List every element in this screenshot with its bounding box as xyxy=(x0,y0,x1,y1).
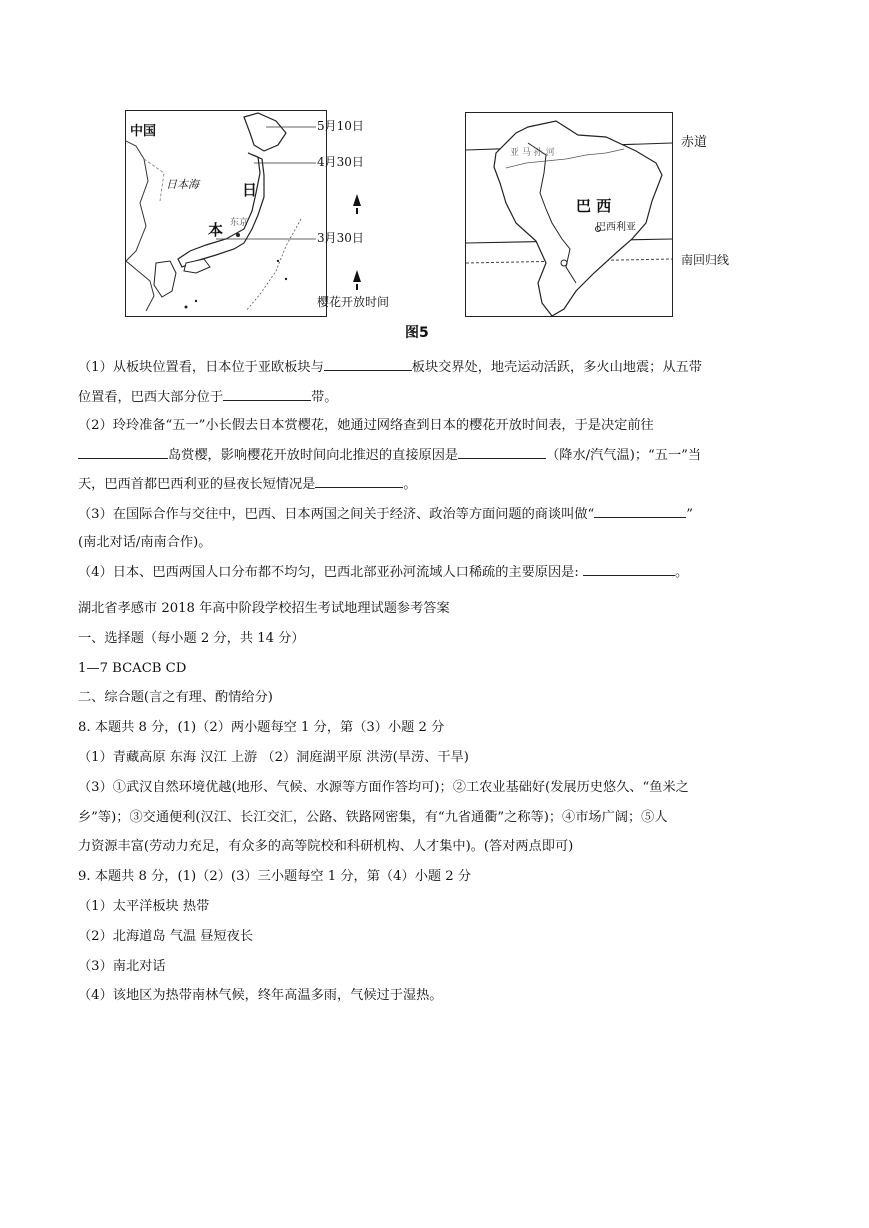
island-dot xyxy=(285,278,287,280)
legend-label: 樱花开放时间 xyxy=(317,295,390,309)
q9-line-6 xyxy=(78,503,793,527)
answers-title: 湖北省孝感市 2018 年高中阶段学校招生考试地理试题参考答案 xyxy=(78,601,450,616)
japan-map xyxy=(125,110,327,317)
amazon-label: 亚 马 孙 河 xyxy=(510,148,555,158)
border-line xyxy=(144,159,164,201)
answer-blank[interactable] xyxy=(458,444,546,459)
q9-line-1 xyxy=(78,356,793,380)
q9-line-2 xyxy=(78,386,793,410)
island-dot xyxy=(277,260,279,262)
island-dot xyxy=(185,306,188,309)
brazil-label: 巴 西 xyxy=(576,197,612,215)
dashed-boundary xyxy=(246,219,301,311)
date-label-mar30: 3月30日 xyxy=(317,231,364,245)
q9-p2-text-b: 岛赏樱，影响樱花开放时间向北推迟的直接原因是 xyxy=(168,447,459,463)
date-label-apr30: 4月30日 xyxy=(317,155,364,169)
q9-p1-text-a: （1）从板块位置看，日本位于亚欧板块与 xyxy=(78,360,324,375)
q9-p2-text-e: 。 xyxy=(403,477,417,492)
china-label: 中国 xyxy=(130,124,157,139)
hokkaido-island xyxy=(244,113,286,151)
tokyo-dot xyxy=(236,233,240,237)
q9-p2-text-c: （降水/汽气温)；“五一”当 xyxy=(546,447,702,463)
q9-p1-text-d: 带。 xyxy=(311,389,338,405)
answers-q9-3: （3）南北对话 xyxy=(78,958,166,974)
q9-line-4 xyxy=(78,444,793,468)
answers-q9-4: （4）该地区为热带南林气候，终年高温多雨，气候过于湿热。 xyxy=(78,988,443,1004)
japan-label-1: 日 xyxy=(242,181,258,199)
island-dot xyxy=(195,300,197,302)
answers-q8-3c: 力资源丰富(劳动力充足，有众多的高等院校和科研机构、人才集中)。(答对两点即可) xyxy=(78,839,574,855)
q9-p4-text-b: 。 xyxy=(674,564,689,580)
arrow-up-icon xyxy=(353,270,361,282)
japan-label-2: 本 xyxy=(208,221,224,239)
answer-blank[interactable] xyxy=(583,561,675,576)
answers-q8-3a: （3）①武汉自然环境优越(地形、气候、水源等方面作答均可)；②工农业基础好(发展历史悠久、“鱼米之 xyxy=(78,779,689,795)
brazil-map-graphic xyxy=(466,113,672,316)
answer-blank[interactable] xyxy=(78,444,168,459)
q9-p1-text-c: 位置看，巴西大部分位于 xyxy=(78,389,224,405)
answer-key xyxy=(78,594,793,1011)
question-9 xyxy=(78,356,793,584)
answers-q9-head: 9. 本题共 8 分，(1)（2）(3）三小题每空 1 分，第（4）小题 2 分 xyxy=(78,869,472,885)
answers-section-1: 一、选择题（每小题 2 分，共 14 分） xyxy=(78,630,305,646)
arrow-up-icon xyxy=(353,194,361,206)
q9-p2-text-a: （2）玲玲准备“五一”小长假去日本赏樱花，她通过网络查到日本的樱花开放时间表，于是决定前往 xyxy=(78,418,654,433)
date-label-may10: 5月10日 xyxy=(317,119,364,133)
q9-p3-text-a: （3）在国际合作与交往中，巴西、日本两国之间关于经济、政治等方面问题的商谈叫做“ xyxy=(78,506,595,522)
brazil-map xyxy=(465,112,673,317)
answer-blank[interactable] xyxy=(324,356,412,371)
brasilia-label: 巴西利亚 xyxy=(596,222,636,233)
korea-coastline xyxy=(126,261,154,311)
q9-line-3 xyxy=(78,415,793,438)
time-arrows xyxy=(347,110,367,310)
answers-section-1-values: 1—7 BCACB CD xyxy=(78,660,187,676)
tokyo-label: 东京 xyxy=(230,218,249,228)
answers-q9-1: （1）太平洋板块 热带 xyxy=(78,898,210,914)
q9-line-5 xyxy=(78,473,793,497)
honshu-island xyxy=(178,153,264,267)
q9-p3-text-c: (南北对话/南南合作)。 xyxy=(78,535,212,550)
answer-blank[interactable] xyxy=(594,503,686,518)
q9-p3-text-b: ” xyxy=(686,506,694,522)
q9-line-7 xyxy=(78,532,793,555)
answers-q8-3b: 乡”等)；③交通便利(汉江、长江交汇，公路、铁路网密集，有“九省通衢”之称等)；④市场广阔；⑤人 xyxy=(78,809,668,825)
answer-blank[interactable] xyxy=(315,473,403,488)
figure-5 xyxy=(125,110,765,345)
answers-q8-head: 8. 本题共 8 分，(1)（2）两小题每空 1 分，第（3）小题 2 分 xyxy=(78,720,445,736)
kyushu-island xyxy=(154,261,176,297)
japan-map-graphic xyxy=(126,111,326,316)
answers-q8-1: （1）青藏高原 东海 汉江 上游 （2）洞庭湖平原 洪涝(旱涝、干旱) xyxy=(78,749,469,765)
china-coastline xyxy=(126,141,148,261)
sea-of-japan-label: 日本海 xyxy=(166,178,199,191)
answers-q9-2: （2）北海道岛 气温 昼短夜长 xyxy=(78,928,254,944)
figure-caption: 图5 xyxy=(405,325,429,341)
answers-section-2: 二、综合题(言之有理、酌情给分) xyxy=(78,690,273,706)
q9-p2-text-d: 天，巴西首都巴西利亚的昼夜长短情况是 xyxy=(78,477,316,492)
q9-p1-text-b: 板块交界处，地壳运动活跃，多火山地震；从五带 xyxy=(411,360,702,375)
q9-p4-text-a: （4）日本、巴西两国人口分布都不均匀，巴西北部亚孙河流域人口稀疏的主要原因是: xyxy=(78,564,579,580)
q9-line-8 xyxy=(78,561,793,585)
tropic-label: 南回归线 xyxy=(681,253,730,267)
answer-blank[interactable] xyxy=(223,386,311,401)
equator-label: 赤道 xyxy=(681,135,708,150)
